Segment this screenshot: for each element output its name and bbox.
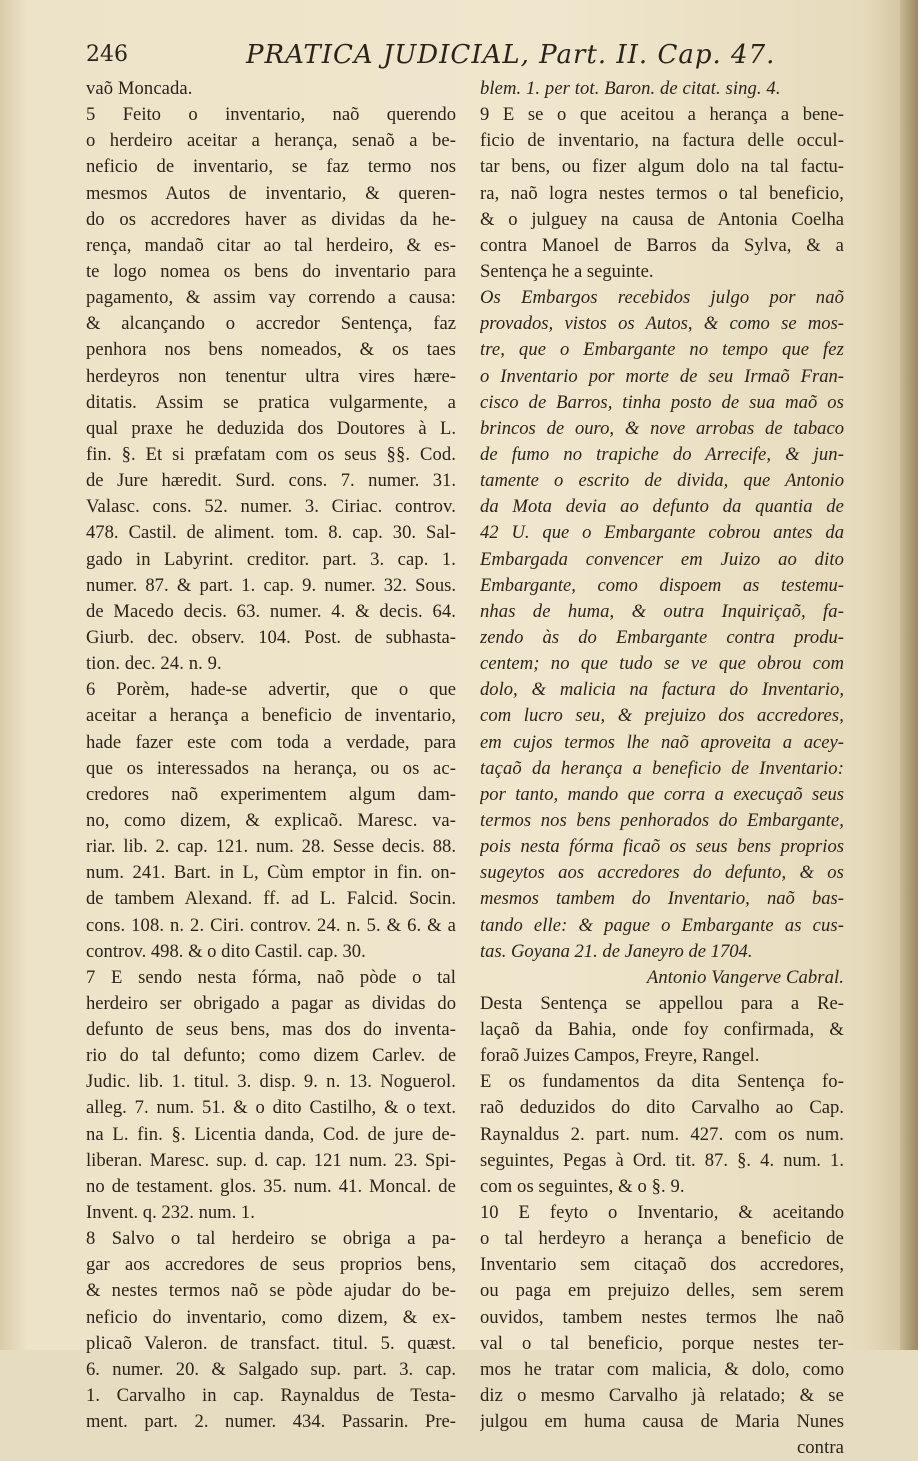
text-line: Sentença he a seguinte. bbox=[480, 260, 654, 282]
text-line: fin. §. Et si præfatam com os seus §§. Cod. bbox=[86, 443, 456, 465]
text-line: cisco de Barros, tinha posto de sua maõ os bbox=[480, 391, 844, 413]
text-line: Antonio Vangerve Cabral. bbox=[646, 966, 844, 988]
text-line: Judic. lib. 1. titul. 3. disp. 9. n. 13. Noguerol. bbox=[86, 1071, 456, 1093]
text-line: te logo nomea os bens do inventario para bbox=[86, 260, 456, 282]
text-line: 6. numer. 20. & Salgado sup. part. 3. cap. bbox=[86, 1358, 456, 1380]
text-line: com lucro seu, & prejuizo dos accredores, bbox=[480, 705, 844, 727]
text-line: laçaõ da Bahia, onde foy confirmada, & bbox=[480, 1019, 844, 1041]
text-line: taçaõ da herança a beneficio de Inventario: bbox=[480, 757, 844, 779]
text-line: na L. fin. §. Licentia danda, Cod. de jure de- bbox=[86, 1123, 456, 1145]
text-line: E os fundamentos da dita Sentença fo- bbox=[480, 1071, 844, 1093]
book-spine-edge bbox=[900, 0, 918, 1350]
text-line: 6 Porèm, hade-se advertir, que o que bbox=[86, 679, 456, 701]
right-text-column bbox=[480, 76, 844, 1461]
text-line: & o julguey na causa de Antonia Coelha bbox=[480, 208, 844, 230]
text-line: de Jure hæredit. Surd. cons. 7. numer. 31. bbox=[86, 470, 456, 492]
text-line: 5 Feito o inventario, naõ querendo bbox=[86, 104, 456, 126]
text-line: vaõ Moncada. bbox=[86, 78, 193, 99]
text-line: num. 241. Bart. in L, Cùm emptor in fin. on- bbox=[86, 862, 456, 884]
text-line: tas. Goyana 21. de Janeyro de 1704. bbox=[480, 940, 753, 962]
text-line: 1. Carvalho in cap. Raynaldus de Testa- bbox=[86, 1385, 456, 1407]
text-line: com os seguintes, & o §. 9. bbox=[480, 1175, 685, 1197]
text-line: em cujos termos lhe naõ aproveita a acey- bbox=[480, 731, 844, 753]
text-line: & nestes termos naõ se pòde ajudar do be- bbox=[86, 1280, 456, 1302]
text-line: tamente o escrito de divida, que Antonio bbox=[480, 470, 844, 492]
text-line: foraõ Juizes Campos, Freyre, Rangel. bbox=[480, 1045, 760, 1067]
text-line: Embargada convencer em Juizo ao dito bbox=[480, 548, 844, 570]
running-title: PRATICA JUDICIAL, Part. II. Cap. 47. bbox=[246, 40, 776, 70]
text-line: tando elle: & pague o Embargante as cus- bbox=[480, 914, 844, 936]
text-line: do os accredores haver as dividas da he- bbox=[86, 208, 456, 230]
text-line: de fumo no trapiche do Arrecife, & jun- bbox=[480, 443, 844, 465]
text-line: sugeytos aos accredores do defunto, & os bbox=[480, 862, 844, 884]
text-line: pagamento, & assim vay correndo a causa: bbox=[86, 287, 456, 309]
text-line: 478. Castil. de aliment. tom. 8. cap. 30. Sal- bbox=[86, 522, 456, 544]
text-line: de Macedo decis. 63. numer. 4. & decis. 64. bbox=[86, 600, 456, 622]
text-line: liberan. Maresc. sup. d. cap. 121 num. 23. Spi- bbox=[86, 1149, 456, 1171]
text-line: centem; no que tudo se ve que obrou com bbox=[480, 653, 844, 675]
text-line: Inventario sem citaçaõ dos accredores, bbox=[480, 1254, 844, 1276]
text-line: ou paga em prejuizo delles, sem serem bbox=[480, 1280, 844, 1302]
text-line: ra, naõ logra nestes termos o tal beneficio, bbox=[480, 182, 844, 204]
text-line: diz o mesmo Carvalho jà relatado; & se bbox=[480, 1385, 844, 1407]
text-line: Raynaldus 2. part. num. 427. com os num. bbox=[480, 1123, 844, 1145]
text-line: Embargante, como dispoem as testemu- bbox=[480, 574, 844, 596]
text-line: de tambem Alexand. ff. ad L. Falcid. Socin. bbox=[86, 888, 456, 910]
text-line: credores naõ experimentem algum dam- bbox=[86, 783, 456, 805]
text-line: neficio do inventario, como dizem, & ex- bbox=[86, 1306, 456, 1328]
text-line: mesmos tambem do Inventario, naõ bas- bbox=[480, 888, 844, 910]
text-line: 10 E feyto o Inventario, & aceitando bbox=[480, 1202, 844, 1224]
text-line: por tanto, mando que corra a execuçaõ seus bbox=[480, 783, 844, 805]
text-line: Giurb. dec. observ. 104. Post. de subhasta- bbox=[86, 626, 456, 648]
text-line: o tal herdeyro a herança a beneficio de bbox=[480, 1228, 844, 1250]
text-line: julgou em huma causa de Maria Nunes bbox=[480, 1411, 844, 1433]
text-line: aceitar a herança a beneficio de inventario, bbox=[86, 705, 456, 727]
text-line: termos nos bens penhorados do Embargante, bbox=[480, 809, 844, 831]
text-line: qual praxe he deduzida dos Doutores à L. bbox=[86, 417, 456, 439]
text-line: penhora nos bens nomeados, & os taes bbox=[86, 339, 456, 361]
text-line: riar. lib. 2. cap. 121. num. 28. Sesse decis. 88. bbox=[86, 836, 456, 858]
text-line: plicaõ Valeron. de transfact. titul. 5. quæst. bbox=[86, 1332, 456, 1354]
text-line: no, como dizem, & explicaõ. Maresc. va- bbox=[86, 809, 456, 831]
text-line: o herdeiro aceitar a herança, senaõ a be- bbox=[86, 130, 456, 152]
text-line: brincos de ouro, & nove arrobas de tabaco bbox=[480, 417, 844, 439]
text-line: o Inventario por morte de seu Irmaõ Fran- bbox=[480, 365, 844, 387]
text-line: zendo às do Embargante contra produ- bbox=[480, 626, 844, 648]
text-line: tion. dec. 24. n. 9. bbox=[86, 653, 222, 675]
text-line: raõ deduzidos do dito Carvalho ao Cap. bbox=[480, 1097, 844, 1119]
text-line: tar bens, ou fizer algum dolo na tal factu- bbox=[480, 156, 844, 178]
text-line: que os interessados na herança, ou os ac- bbox=[86, 757, 456, 779]
text-line: 8 Salvo o tal herdeiro se obriga a pa- bbox=[86, 1228, 456, 1250]
text-line: Invent. q. 232. num. 1. bbox=[86, 1202, 255, 1224]
text-line: gar aos accredores de seus proprios bens, bbox=[86, 1254, 456, 1276]
text-line: ment. part. 2. numer. 434. Passarin. Pre- bbox=[86, 1411, 456, 1433]
left-text-column bbox=[86, 76, 456, 1435]
text-line: da Mota devia ao defunto da quantia de bbox=[480, 496, 844, 518]
page-header bbox=[86, 40, 846, 74]
text-line: rio do tal defunto; como dizem Carlev. de bbox=[86, 1045, 456, 1067]
text-line: blem. 1. per tot. Baron. de citat. sing. 4. bbox=[480, 78, 781, 99]
text-line: hade fazer este com toda a verdade, para bbox=[86, 731, 456, 753]
text-line: 9 E se o que aceitou a herança a bene- bbox=[480, 104, 844, 126]
text-line: seguintes, Pegas à Ord. tit. 87. §. 4. num. 1. bbox=[480, 1149, 844, 1171]
text-line: mos he tratar com malicia, & dolo, como bbox=[480, 1358, 844, 1380]
text-line: contra bbox=[796, 1437, 844, 1459]
text-line: Desta Sentença se appellou para a Re- bbox=[480, 992, 844, 1014]
text-line: val o tal beneficio, porque nestes ter- bbox=[480, 1332, 844, 1354]
text-line: provados, vistos os Autos, & como se mos- bbox=[480, 313, 844, 335]
text-line: 7 E sendo nesta fórma, naõ pòde o tal bbox=[86, 966, 456, 988]
text-line: pois nesta fórma ficaõ os seus bens proprios bbox=[480, 836, 844, 858]
text-line: gado in Labyrint. creditor. part. 3. cap. 1. bbox=[86, 548, 456, 570]
text-line: Valasc. cons. 52. numer. 3. Ciriac. controv. bbox=[86, 496, 456, 518]
text-line: ficio de inventario, na factura delle occul- bbox=[480, 130, 844, 152]
text-line: & alcançando o accredor Sentença, faz bbox=[86, 313, 456, 335]
text-line: nhas de huma, & outra Inquiriçaõ, fa- bbox=[480, 600, 844, 622]
text-line: tre, que o Embargante no tempo que fez bbox=[480, 339, 844, 361]
text-line: rença, mandaõ citar ao tal herdeiro, & es- bbox=[86, 234, 456, 256]
text-line: no de testament. glos. 35. num. 41. Moncal. de bbox=[86, 1175, 456, 1197]
text-line: ditatis. Assim se pratica vulgarmente, a bbox=[86, 391, 456, 413]
text-line: controv. 498. & o dito Castil. cap. 30. bbox=[86, 940, 366, 962]
page-number: 246 bbox=[86, 42, 128, 67]
text-line: alleg. 7. num. 51. & o dito Castilho, & o text. bbox=[86, 1097, 456, 1119]
text-line: herdeiro ser obrigado a pagar as dividas do bbox=[86, 992, 456, 1014]
text-line: neficio de inventario, se faz termo nos bbox=[86, 156, 456, 178]
text-line: cons. 108. n. 2. Ciri. controv. 24. n. 5. & 6. & a bbox=[86, 914, 456, 936]
text-line: dolo, & malicia na factura do Inventario, bbox=[480, 679, 844, 701]
text-line: mesmos Autos de inventario, & queren- bbox=[86, 182, 456, 204]
text-line: Os Embargos recebidos julgo por naõ bbox=[480, 287, 844, 309]
text-line: numer. 87. & part. 1. cap. 9. numer. 32. Sous. bbox=[86, 574, 456, 596]
text-line: defunto de seus bens, mas dos do inventa- bbox=[86, 1019, 456, 1041]
text-line: ouvidos, tambem nestes termos lhe naõ bbox=[480, 1306, 844, 1328]
text-line: contra Manoel de Barros da Sylva, & a bbox=[480, 234, 844, 256]
text-line: 42 U. que o Embargante cobrou antes da bbox=[480, 522, 844, 544]
text-line: herdeyros non tenentur ultra vires hære- bbox=[86, 365, 456, 387]
